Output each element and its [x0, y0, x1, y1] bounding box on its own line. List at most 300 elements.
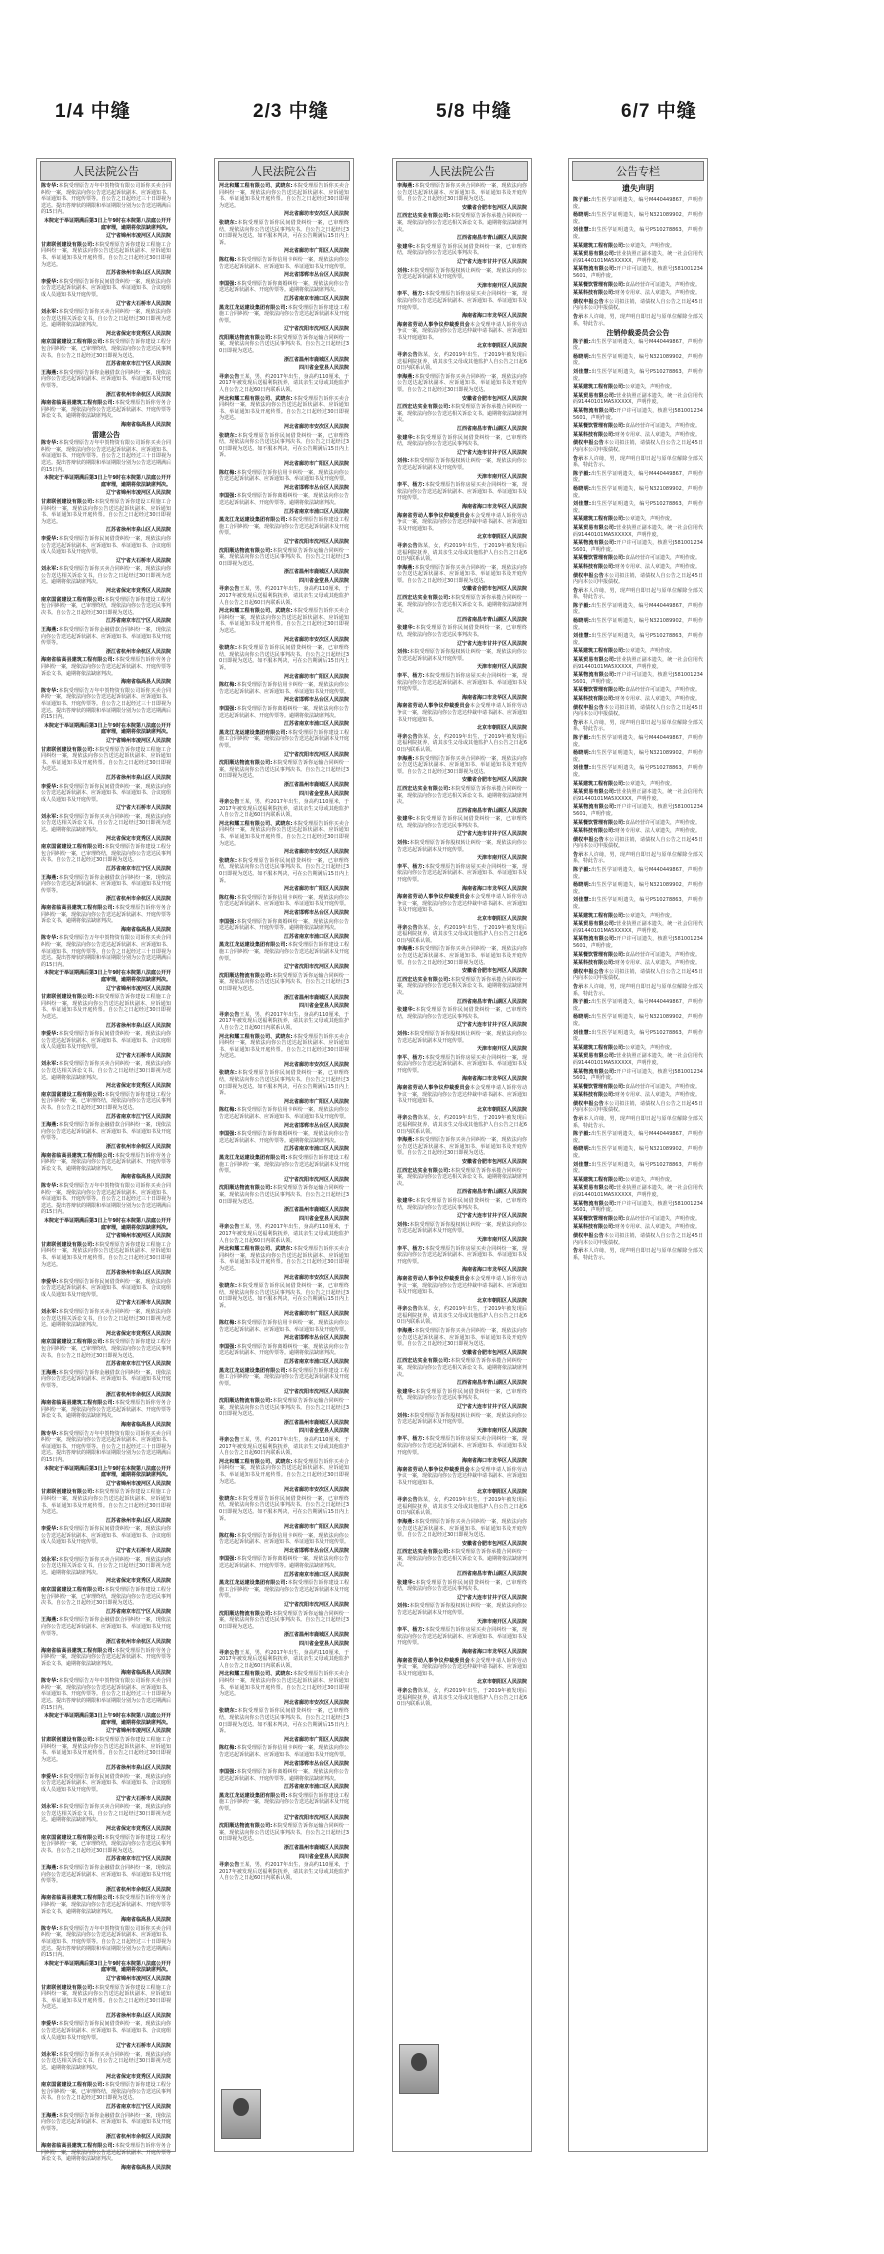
notice-addressee: 某某餐饮管理有限公司:: [573, 1215, 626, 1222]
notice-item: [573, 290, 703, 297]
notice-text: 本院受理原告诉你离婚纠纷一案，现依法向你公告送达起诉状副本、开庭传票等。逾期将依法缺席判决。: [219, 1131, 349, 1144]
notice-item: [573, 440, 703, 453]
notice-text: 本院受理原告诉你金融借款合同纠纷一案，现依法向你公告送达起诉状副本、应诉通知书、举证通知书及开庭传票等。: [41, 1369, 172, 1389]
notice-addressee: 李国强:: [219, 705, 237, 712]
notice-item: [573, 1101, 703, 1114]
notice-item: [573, 882, 703, 895]
notice-item: 海南省海口市龙华区人民法院: [461, 694, 527, 701]
notice-item: [219, 1769, 349, 1782]
notice-addressee: 黑龙江龙运建设集团有限公司:: [219, 304, 288, 311]
notice-text: 食品经营许可证遗失，声明作废。: [625, 281, 701, 288]
notice-text: 营业执照正副本遗失，统一社会信用代码91440101MA5XXXXX，声明作废。: [573, 657, 703, 670]
notice-text: 本院受理原告诉你股权转让纠纷一案，现依法向你公告送达起诉状副本及开庭传票。: [397, 1603, 527, 1617]
notice-addressee: 李爱华:: [41, 535, 59, 542]
notice-item: 辽宁省大连市甘井子区人民法院: [456, 1022, 527, 1029]
notice-text: 本院受理原告诉你信用卡纠纷一案，现依法向你公告送达起诉状副本、应诉通知书、举证通知书及开庭传票。: [219, 256, 350, 270]
notice-item: 江西省南昌市青山湖区人民法院: [456, 807, 527, 814]
notice-item: 本院定于举证期满后第3日上午9时在本院第八法庭公开开庭审理，逾期将依法缺席判决。: [44, 217, 171, 231]
notice-text: 本院受理原告诉你离婚纠纷一案，现依法向你公告送达起诉状副本、开庭传票等。逾期将依法缺席判决。: [219, 1343, 349, 1357]
notice-item: [573, 618, 703, 631]
notice-addressee: 刘永军:: [41, 309, 59, 316]
notice-item: [397, 565, 527, 585]
notice-item: 江西省南昌市青山湖区人民法院: [456, 616, 527, 623]
notice-addressee: 寻亲公告: [219, 1649, 240, 1656]
notice-item: 辽宁省沈阳市沈河区人民法院: [283, 1814, 349, 1821]
notice-text: 本院受理原告诉你股权转让纠纷一案，现依法向你公告送达起诉状副本及开庭传票。: [397, 1412, 527, 1426]
notice-text: 本院受理原告诉你买卖合同纠纷一案，现依法向你公告送达相关诉讼文书。自公告之日起经过30日即视为送达。逾期将依法缺席判决。: [41, 566, 171, 586]
notice-addressee: 南京国富建设工程有限公司:: [41, 1587, 105, 1594]
notice-text: 本院受理原告诉你房屋买卖合同纠纷一案，现依法向你公告送达起诉状副本、应诉通知书、举证通知书及开庭传票。: [397, 673, 528, 693]
notice-item: 河北省保定市竞秀区人民法院: [105, 1330, 171, 1337]
notice-item: 江苏省南京市江宁区人民法院: [105, 1856, 171, 1863]
notice-addressee: 李爱华:: [41, 1031, 59, 1038]
notice-item: 河北省廊坊市安次区人民法院: [283, 1699, 349, 1706]
notice-addressee: 南京国富建设工程有限公司:: [41, 1091, 105, 1098]
notice-text: 食品经营许可证遗失，声明作废。: [625, 1083, 701, 1090]
notice-item: 海南省临高县人民法院: [120, 1174, 171, 1181]
column-body: [393, 183, 531, 1708]
notice-item: 河北省廊坊市广阳区人民法院: [283, 673, 349, 680]
notice-addressee: 黑龙江龙运建设集团有限公司:: [219, 1792, 288, 1799]
notice-item: [397, 595, 527, 615]
notice-text: 出生医学证明遗失，编号P510278863，声明作废。: [573, 501, 704, 514]
notice-addressee: 河北和耀工程有限公司、武晓东:: [219, 1033, 293, 1040]
notice-item: [41, 536, 171, 556]
notice-item: 江苏省南京市江宁区人民法院: [105, 866, 171, 873]
notice-addressee: 某某物流有限公司:: [573, 1068, 617, 1075]
notice-item: [397, 864, 527, 884]
notice-addressee: 沈阳顺达物流有限公司:: [219, 972, 273, 979]
notice-item: [41, 657, 171, 677]
notice-text: 本院受理原告诉你离婚纠纷一案，现依法向你公告送达起诉状副本、开庭传票等。逾期将依法缺席判决。: [219, 493, 349, 506]
notice-item: 天津市南开区人民法院: [476, 473, 527, 480]
notice-addressee: 债权申报公告: [573, 1232, 604, 1239]
notice-addressee: 李国强:: [219, 280, 237, 287]
notice-item: [573, 705, 703, 718]
notice-addressee: 李海燕:: [397, 755, 415, 762]
notice-addressee: 张建华:: [397, 243, 415, 250]
notice-item: [573, 1162, 703, 1175]
notice-item: 河北省廊坊市安次区人民法院: [283, 1487, 349, 1494]
notice-text: 本院受理原告诉你承揽合同纠纷一案，现依法向你公告送达相关诉讼文书。逾期将依法缺席判决。: [397, 595, 528, 615]
notice-text: 本院受理原告诉你信用卡纠纷一案，现依法向你公告送达起诉状副本、应诉通知书、举证通知书及开庭传票。: [219, 1532, 350, 1546]
notice-item: 河北省廊坊市广阳区人民法院: [283, 460, 349, 467]
notice-text: 本院受理原告诉你信用卡纠纷一案，现依法向你公告送达起诉状副本、应诉通知书、举证通知书及开庭传票。: [219, 682, 350, 695]
notice-item: [573, 781, 703, 788]
notice-text: 本院受理原告诉你民间借贷纠纷一案，已审理终结，现依法向你公告送达民事判决书。自公告之日起经过30日即视为送达。如不服本判决，可在公告期满后15日内上诉。: [219, 857, 349, 884]
notice-text: 财务专用章、法人章遗失，声明作废。: [615, 1092, 701, 1099]
notice-item: 河北省廊坊市广阳区人民法院: [283, 886, 349, 893]
notice-text: 本院受理原告诉你股权转让纠纷一案，现依法向你公告送达起诉状副本及开庭传票。: [397, 458, 527, 471]
notice-item: 浙江省杭州市余杭区人民法院: [105, 1144, 171, 1150]
notice-text: 本院受理原告诉你承揽合同纠纷一案，现依法向你公告送达相关诉讼文书。逾期将依法缺席判决。: [397, 976, 528, 996]
notice-item: [573, 837, 703, 850]
notice-item: 本院定于举证期满后第3日上午9时在本院第八法庭公开开庭审理，逾期将依法缺席判决。: [44, 1217, 171, 1231]
notice-item: [219, 1650, 349, 1670]
notice-addressee: 张晓东:: [219, 1070, 237, 1077]
notice-text: 本人许绮，男，现声明自即日起与原单位解除全部关系，特此告示。: [573, 851, 703, 865]
notice-addressee: 刘永军:: [41, 1804, 59, 1811]
notice-addressee: 王海燕:: [41, 1617, 59, 1624]
notice-item: [573, 789, 703, 802]
notice-text: 本院受理原告诉你劳务合同纠纷一案，现依法向你公告送达起诉状副本、开庭传票等诉讼文书，逾期将依法缺席判决。: [41, 1647, 172, 1667]
notice-text: 本院受理原告诉你运输合同纠纷一案，现依法向你公告送达民事判决书。自公告之日起经过30日即视为送达。: [219, 760, 349, 780]
notice-item: [573, 516, 703, 523]
notice-item: 江苏省徐州市泉山区人民法院: [105, 1517, 171, 1524]
column-body: [569, 197, 707, 1261]
notice-addressee: 刘伟:: [397, 1412, 410, 1419]
notice-item: [41, 627, 171, 647]
notice-item: [41, 1774, 171, 1794]
notice-addressee: 陈红梅:: [219, 1532, 237, 1539]
notice-item: [41, 1309, 171, 1329]
notice-item: [397, 1519, 527, 1539]
notice-item: [219, 858, 349, 884]
notice-text: 本院受理原告诉你金融借款合同纠纷一案，现依法向你公告送达起诉状副本、应诉通知书、举证通知书及开庭传票等。: [41, 1122, 172, 1142]
notice-text: 本公司拟注销，请债权人自公告之日起45日内向本公司申报债权。: [573, 968, 703, 982]
notice-item: [219, 493, 349, 506]
notice-addressee: 李爱华:: [41, 1773, 59, 1780]
notice-text: 本院受理原告诉你民间借贷纠纷一案，现依法向你公告送达起诉状副本、应诉通知书、举证通知书、合议庭组成人员通知书及开庭传票。: [41, 2021, 172, 2041]
notice-item: 浙江省温州市鹿城区人民法院: [283, 569, 349, 576]
notice-text: 食品经营许可证遗失，声明作废。: [625, 687, 701, 694]
notice-addressee: 某某科技有限公司:: [573, 563, 616, 570]
notice-addressee: 寻亲公告: [219, 1436, 240, 1443]
notice-addressee: 沈阳顺达物流有限公司:: [219, 1823, 273, 1830]
notice-item: [397, 703, 527, 723]
notice-text: 本院受理原告诉你金融借款合同纠纷一案，现依法向你公告送达起诉状副本、应诉通知书、举证通知书及开庭传票等。: [41, 627, 172, 647]
notice-addressee: 刘伟:: [397, 1221, 410, 1228]
notice-item: [573, 282, 703, 289]
notice-text: 出生医学证明遗失，编号N321089902，声明作废。: [573, 882, 703, 895]
notice-text: 食品经营许可证遗失，声明作废。: [625, 819, 701, 826]
notice-text: 公章遗失，声明作废。: [625, 780, 676, 787]
notice-addressee: 某某贸易有限公司:: [573, 789, 616, 796]
notice-item: 海南省海口市龙华区人民法院: [461, 503, 527, 510]
notice-text: 本院受理原告诉你运输合同纠纷一案，现依法向你公告送达民事判决书。自公告之日起经过30日即视为送达。: [219, 1398, 349, 1418]
notice-item: [219, 973, 349, 993]
notice-item: 辽宁省大石桥市人民法院: [115, 1548, 171, 1555]
notice-item: 辽宁省锦州市凌河区人民法院: [105, 490, 171, 497]
notice-item: [397, 1389, 527, 1402]
notice-addressee: 债权申报公告: [573, 572, 604, 579]
notice-item: 辽宁省沈阳市沈河区人民法院: [283, 326, 349, 333]
notice-item: 海南省临高县人民法院: [120, 1421, 171, 1428]
notice-item: [219, 760, 349, 780]
missing-person-photo: [399, 2044, 439, 2094]
notice-text: 本院受理原告诉你离婚纠纷一案，现依法向你公告送达起诉状副本、开庭传票等。逾期将依法缺席判决。: [219, 1556, 349, 1570]
notice-text: 本院受理原告诉你信用卡纠纷一案，现依法向你公告送达起诉状副本、应诉通知书、举证通知书及开庭传票。: [219, 469, 350, 483]
notice-text: 陈某，女，约2019年出生，于2019年被发现后送福利院抚养，请其亲生父母或其他监护人自公告之日起60日内联系认领。: [397, 352, 527, 372]
notice-item: [41, 1279, 171, 1299]
notice-item: [219, 1745, 349, 1758]
notice-item: [573, 1216, 703, 1223]
notice-item: [219, 1611, 349, 1631]
notice-addressee: 告示: [573, 587, 584, 594]
notice-addressee: 海南省临高县建筑工程有限公司:: [41, 1152, 115, 1159]
notice-addressee: 王海燕:: [41, 1369, 59, 1376]
notice-item: [397, 1306, 527, 1326]
notice-text: 本院受理原告诉你民间借贷纠纷一案，已审理终结，现依法向你公告送达民事判决书。自公告之日起经过30日即视为送达。如不服本判决，可在公告期满后15日内上诉。: [219, 432, 349, 459]
notice-item: [573, 1201, 703, 1214]
notice-addressee: 寻亲公告: [219, 373, 240, 380]
notice-addressee: 某某科技有限公司:: [573, 696, 616, 702]
notice-text: 本院受理原告诉你运输合同纠纷一案，现依法向你公告送达民事判决书。自公告之日起经过30日即视为送达。: [219, 972, 349, 992]
notice-item: 安徽省合肥市包河区人民法院: [461, 395, 527, 402]
notice-item: [41, 784, 171, 804]
notice-addressee: 海南省劳动人事争议仲裁委员会: [397, 1085, 470, 1092]
notice-item: [397, 816, 527, 829]
notice-addressee: 陈子毅:: [573, 470, 591, 477]
notice-item: [573, 720, 703, 733]
notice-item: [573, 369, 703, 382]
notice-column-4: [568, 158, 708, 2152]
notice-addressee: 张晓东:: [219, 645, 237, 652]
notice-item: 安徽省合肥市包河区人民法院: [461, 968, 527, 975]
notice-item: 江苏省徐州市泉山区人民法院: [105, 2012, 171, 2019]
notice-text: 本院受理原告诉你离婚纠纷一案，现依法向你公告送达起诉状副本、开庭传票等。逾期将依法缺席判决。: [219, 280, 349, 294]
notice-item: 江苏省南京市江宁区人民法院: [105, 361, 171, 368]
notice-addressee: 刘伟:: [397, 267, 410, 274]
notice-addressee: 某某餐饮管理有限公司:: [573, 555, 626, 562]
notice-item: [219, 257, 349, 270]
notice-item: [41, 1400, 171, 1420]
notice-item: 四川省金堂县人民法院: [298, 1428, 349, 1435]
notice-item: [397, 1031, 527, 1044]
notice-item: 江西省南昌市青山湖区人民法院: [456, 1189, 527, 1196]
notice-item: 海南省临高县人民法院: [120, 1917, 171, 1924]
notice-addressee: 刘佳慧:: [573, 227, 592, 234]
notice-item: 海南省海口市龙华区人民法院: [461, 1649, 527, 1655]
notice-addressee: 某某餐饮管理有限公司:: [573, 819, 626, 826]
notice-item: [573, 471, 703, 484]
notice-item: [41, 994, 171, 1020]
notice-addressee: 李平、杨方:: [397, 482, 425, 489]
notice-addressee: 河北和耀工程有限公司、武晓东:: [219, 183, 293, 189]
notice-item: [573, 1092, 703, 1099]
notice-addressee: 某某建筑工程有限公司:: [573, 1044, 626, 1051]
notice-item: 浙江省温州市鹿城区人民法院: [283, 1632, 349, 1639]
notice-addressee: 李国强:: [219, 1769, 237, 1776]
notice-text: 本院受理原告诉你劳务合同纠纷一案，现依法向你公告送达起诉状副本、开庭传票等诉讼文书，逾期将依法缺席判决。: [41, 1895, 172, 1915]
notice-text: 本院受理原告诉你建设工程施工合同纠纷一案，现依法向你公告送达起诉状副本、应诉通知书、举证通知书及开庭传票。自公告之日起经过30日即视为送达。: [41, 241, 171, 268]
notice-item: [397, 213, 527, 233]
notice-text: 本院受理原告诉你买卖合同纠纷一案，现依法向你公告送达起诉状副本、应诉通知书、举证通知书及开庭传票。自公告之日起经过30日即视为送达。: [219, 1246, 349, 1272]
notice-item: [573, 913, 703, 920]
notice-item: [573, 1069, 703, 1082]
notice-text: 出生医学证明遗失，编号P510278863，声明作废。: [573, 765, 704, 778]
notice-item: [573, 1014, 703, 1027]
notice-addressee: 李国强:: [219, 918, 237, 925]
notice-addressee: 黑龙江龙运建设集团有限公司:: [219, 517, 288, 524]
notice-addressee: 李平、杨方:: [397, 863, 425, 870]
notice-text: 开户许可证遗失，核准号J5810012345601，声明作废。: [573, 1068, 703, 1082]
notice-text: 陈某，女，约2019年出生，于2019年被发现后送福利院抚养，请其亲生父母或其他监护人自公告之日起60日内联系认领。: [397, 733, 527, 753]
notice-item: [41, 440, 171, 473]
notice-text: 本院受理原告诉你买卖合同纠纷一案，现依法向你公告送达相关诉讼文书。自公告之日起经过30日即视为送达。逾期将依法缺席判决。: [41, 1309, 171, 1329]
notice-addressee: 陈红梅:: [219, 1107, 237, 1114]
notice-item: 河北省保定市竞秀区人民法院: [105, 1826, 171, 1833]
notice-item: [41, 1804, 171, 1824]
notice-item: [41, 400, 171, 420]
notice-item: 河北省廊坊市广阳区人民法院: [283, 1736, 349, 1743]
notice-item: [41, 183, 171, 216]
notice-addressee: 寻亲公告: [397, 1687, 418, 1694]
notice-text: 财务专用章、法人章遗失，声明作废。: [615, 431, 701, 438]
notice-item: [573, 339, 703, 352]
notice-item: 海南省海口市龙华区人民法院: [461, 313, 527, 320]
notice-text: 本会受理申请人诉你劳动争议一案，现依法向你公告送达仲裁申请书副本、应诉通知书及开庭通知书。: [397, 1275, 528, 1296]
notice-text: 本院受理原告万年中贺物资有限公司诉你买卖合同纠纷一案，现依法向你公告送达起诉状副本、应诉通知书、举证通知书、开庭传票等。自公告之日起经过三十日即视为送达。提出答辩状的期限和举证期限分别为公告送达期满后的15日内。: [41, 1678, 172, 1711]
notice-item: [219, 1320, 349, 1333]
notice-addressee: 杨晓明:: [573, 353, 591, 360]
notice-item: [573, 657, 703, 670]
notice-text: 本会受理申请人诉你劳动争议一案，现依法向你公告送达仲裁申请书副本、应诉通知书及开庭通知书。: [397, 1466, 528, 1486]
notice-addressee: 甘肃联创建设有限公司:: [41, 241, 95, 248]
notice-item: [219, 1283, 349, 1309]
notice-item: [41, 1678, 171, 1711]
notice-item: 辽宁省沈阳市沈河区人民法院: [283, 751, 349, 758]
notice-item: [41, 1526, 171, 1546]
notice-item: 四川省金堂县人民法院: [298, 577, 349, 584]
notice-text: 出生医学证明遗失，编号M440449867，声明作废。: [573, 1131, 703, 1144]
notice-item: 浙江省温州市鹿城区人民法院: [283, 1207, 349, 1214]
notice-addressee: 刘佳慧:: [573, 1029, 592, 1036]
notice-addressee: 刘永军:: [41, 813, 59, 820]
notice-item: [41, 499, 171, 525]
notice-text: 陈某，女，约2019年出生，于2019年被发现后送福利院抚养，请其亲生父母或其他监护人自公告之日起60日内联系认领。: [397, 1497, 527, 1517]
notice-text: 本院受理原告诉你房屋买卖合同纠纷一案，现依法向你公告送达起诉状副本、应诉通知书、举证通知书及开庭传票。: [397, 482, 528, 502]
notice-addressee: 告示: [573, 983, 584, 990]
notice-item: [573, 588, 703, 601]
notice-column-2: [214, 158, 354, 2152]
notice-item: [573, 696, 703, 703]
notice-addressee: 张晓东:: [219, 857, 237, 864]
notice-addressee: 王海燕:: [41, 2112, 59, 2119]
notice-addressee: 李海燕:: [397, 946, 415, 953]
notice-text: 本院受理原告诉你劳务合同纠纷一案，现依法向你公告送达起诉状副本、开庭传票等诉讼文书，逾期将依法缺席判决。: [41, 657, 172, 677]
notice-text: 出生医学证明遗失，编号N321089902，声明作废。: [573, 353, 703, 367]
notice-text: 财务专用章、法人章遗失，声明作废。: [615, 563, 701, 570]
notice-item: 江西省南昌市青山湖区人民法院: [456, 1380, 527, 1387]
notice-item: 江西省南昌市青山湖区人民法院: [456, 1571, 527, 1578]
notice-text: 本院受理原告诉你承揽合同纠纷一案，现依法向你公告送达相关诉讼文书。逾期将依法缺席判决。: [397, 1549, 528, 1569]
notice-text: 本院受理原告诉你建设工程施工合同纠纷一案，现依法向你公告送达起诉状副本、应诉通知书、举证通知书及开庭传票。自公告之日起经过30日即视为送达。: [41, 1984, 171, 2011]
notice-addressee: 甘肃联创建设有限公司:: [41, 1984, 95, 1991]
notice-item: 天津市南开区人民法院: [476, 282, 527, 289]
notice-addressee: 陈红梅:: [219, 682, 237, 689]
notice-text: 出生医学证明遗失，编号P510278863，声明作废。: [573, 1161, 704, 1175]
notice-item: [219, 1185, 349, 1205]
notice-item: 浙江省温州市鹿城区人民法院: [283, 781, 349, 788]
column-header: 人民法院公告: [218, 161, 350, 181]
notice-text: 本院受理原告诉你建设工程施工合同纠纷一案，现依法向你公告送达起诉状副本、应诉通知书、举证通知书及开庭传票。自公告之日起经过30日即视为送达。: [41, 1489, 171, 1516]
notice-text: 本院受理原告诉你金融借款合同纠纷一案，现依法向你公告送达起诉状副本、应诉通知书、举证通知书及开庭传票等。: [41, 2112, 172, 2132]
notice-addressee: 刘伟:: [397, 458, 410, 465]
notice-addressee: 寻亲公告: [219, 1011, 240, 1018]
notice-item: 河北省邯郸市丛台区人民法院: [283, 910, 349, 916]
notice-addressee: 某某建筑工程有限公司:: [573, 912, 626, 919]
notice-addressee: 王海燕:: [41, 1122, 59, 1129]
notice-item: 辽宁省大连市甘井子区人民法院: [456, 640, 527, 647]
notice-item: [573, 299, 703, 312]
notice-text: 营业执照正副本遗失，统一社会信用代码91440101MA5XXXXX，声明作废。: [573, 1185, 703, 1198]
notice-item: [219, 1155, 349, 1175]
notice-item: [219, 433, 349, 459]
notice-addressee: 李平、杨方:: [397, 1245, 425, 1252]
notice-text: 本院受理原告诉你民间借贷纠纷一案，现依法向你公告送达起诉状副本、应诉通知书、举证通知书、合议庭组成人员通知书及开庭传票。: [41, 278, 172, 298]
notice-item: [219, 730, 349, 750]
notice-item: 海南省海口市龙华区人民法院: [461, 885, 527, 892]
notice-item: [41, 844, 171, 864]
notice-text: 本院受理原告诉你劳务合同纠纷一案，现依法向你公告送达起诉状副本、开庭传票等诉讼文书，逾期将依法缺席判决。: [41, 905, 172, 925]
notice-item: [397, 1276, 527, 1296]
notice-item: [397, 977, 527, 997]
notice-text: 王某，男，约2017年出生，身高约110厘米，于2017年被发现后送福利院抚养，请其亲生父母或其他监护人自公告之日起60日内联系认领。: [219, 586, 349, 606]
notice-text: 本院受理原告诉你承揽合同纠纷一案，现依法向你公告送达相关诉讼文书。逾期将依法缺席判决。: [397, 213, 528, 233]
notice-addressee: 某某建筑工程有限公司:: [573, 1176, 626, 1183]
notice-text: 本院受理原告万年中贺物资有限公司诉你买卖合同纠纷一案，现依法向你公告送达起诉状副本、应诉通知书、举证通知书、开庭传票等。自公告之日起经过三十日即视为送达。提出答辩状的期限和举证期限分别为公告送达期满后的15日内。: [41, 183, 172, 216]
notice-addressee: 某某餐饮管理有限公司:: [573, 423, 626, 430]
notice-item: 江苏省南京市浦口区人民法院: [283, 295, 349, 302]
notice-addressee: 陈红梅:: [219, 256, 237, 263]
notice-text: 本院受理原告诉你买卖合同纠纷一案，现依法向你公告送达起诉状副本、应诉通知书、举证通知书及开庭传票。自公告之日起经过30日即视为送达。: [397, 1328, 527, 1348]
notice-item: [573, 314, 703, 327]
notice-item: 辽宁省大连市甘井子区人民法院: [456, 1594, 527, 1601]
notice-text: 本公司拟注销，请债权人自公告之日起45日内向本公司申报债权。: [573, 704, 703, 718]
notice-addressee: 李海燕:: [397, 183, 415, 189]
notice-addressee: 陈子毅:: [573, 1131, 591, 1138]
notice-addressee: 寻亲公告: [397, 542, 418, 549]
notice-text: 本院受理原告诉你建设工程施工合同纠纷一案，现依法向你公告送达起诉状副本及开庭传票。: [219, 1367, 350, 1387]
notice-addressee: 王海燕:: [41, 369, 59, 376]
notice-item: 河北省保定市竞秀区人民法院: [105, 330, 171, 337]
notice-addressee: 李国强:: [219, 1556, 237, 1563]
notice-item: 海南省临高县人民法院: [120, 422, 171, 428]
notice-addressee: 李国强:: [219, 1343, 237, 1350]
notice-item: 雷建公告: [92, 430, 120, 439]
notice-item: 海南省临高县人民法院: [120, 926, 171, 933]
notice-addressee: 告示: [573, 455, 584, 462]
notice-item: [397, 244, 527, 257]
notice-text: 本院受理原告诉你建设工程施工合同纠纷一案，现依法向你公告送达起诉状副本及开庭传票。: [219, 304, 350, 324]
notice-addressee: 杨晓明:: [573, 1146, 591, 1153]
notice-text: 本院受理原告诉你金融借款合同纠纷一案，现依法向你公告送达起诉状副本、应诉通知书、举证通知书及开庭传票等。: [41, 874, 172, 894]
notice-text: 陈某，女，约2019年出生，于2019年被发现后送福利院抚养，请其亲生父母或其他监护人自公告之日起60日内联系认领。: [397, 924, 527, 944]
notice-item: 安徽省合肥市包河区人民法院: [461, 777, 527, 784]
notice-addressee: 某某建筑工程有限公司:: [573, 780, 626, 787]
notice-addressee: 李爱华:: [41, 2021, 59, 2028]
notice-text: 本院受理原告诉你运输合同纠纷一案，现依法向你公告送达民事判决书。自公告之日起经过30日即视为送达。: [219, 1823, 349, 1843]
notice-addressee: 某某科技有限公司:: [573, 828, 616, 835]
notice-item: [397, 1467, 527, 1487]
notice-addressee: 某某物流有限公司:: [573, 266, 617, 273]
notice-text: 出生医学证明遗失，编号M440449867，声明作废。: [573, 602, 703, 616]
notice-addressee: 刘佳慧:: [573, 897, 592, 904]
notice-text: 本会受理申请人诉你劳动争议一案，现依法向你公告送达仲裁申请书副本、应诉通知书及开庭通知书。: [397, 894, 528, 914]
notice-item: [397, 352, 527, 372]
notice-addressee: 张建华:: [397, 1007, 415, 1014]
notice-addressee: 江西宏达实业有限公司:: [397, 1167, 451, 1174]
notice-item: [219, 586, 349, 606]
notice-item: [219, 281, 349, 294]
notice-addressee: 李爱华:: [41, 278, 59, 285]
notice-addressee: 陈子毅:: [573, 734, 591, 741]
column-title-2: 2/3 中缝: [253, 101, 329, 122]
notice-item: [397, 946, 527, 966]
notice-item: [41, 905, 171, 925]
notice-item: 辽宁省沈阳市沈河区人民法院: [283, 1389, 349, 1396]
